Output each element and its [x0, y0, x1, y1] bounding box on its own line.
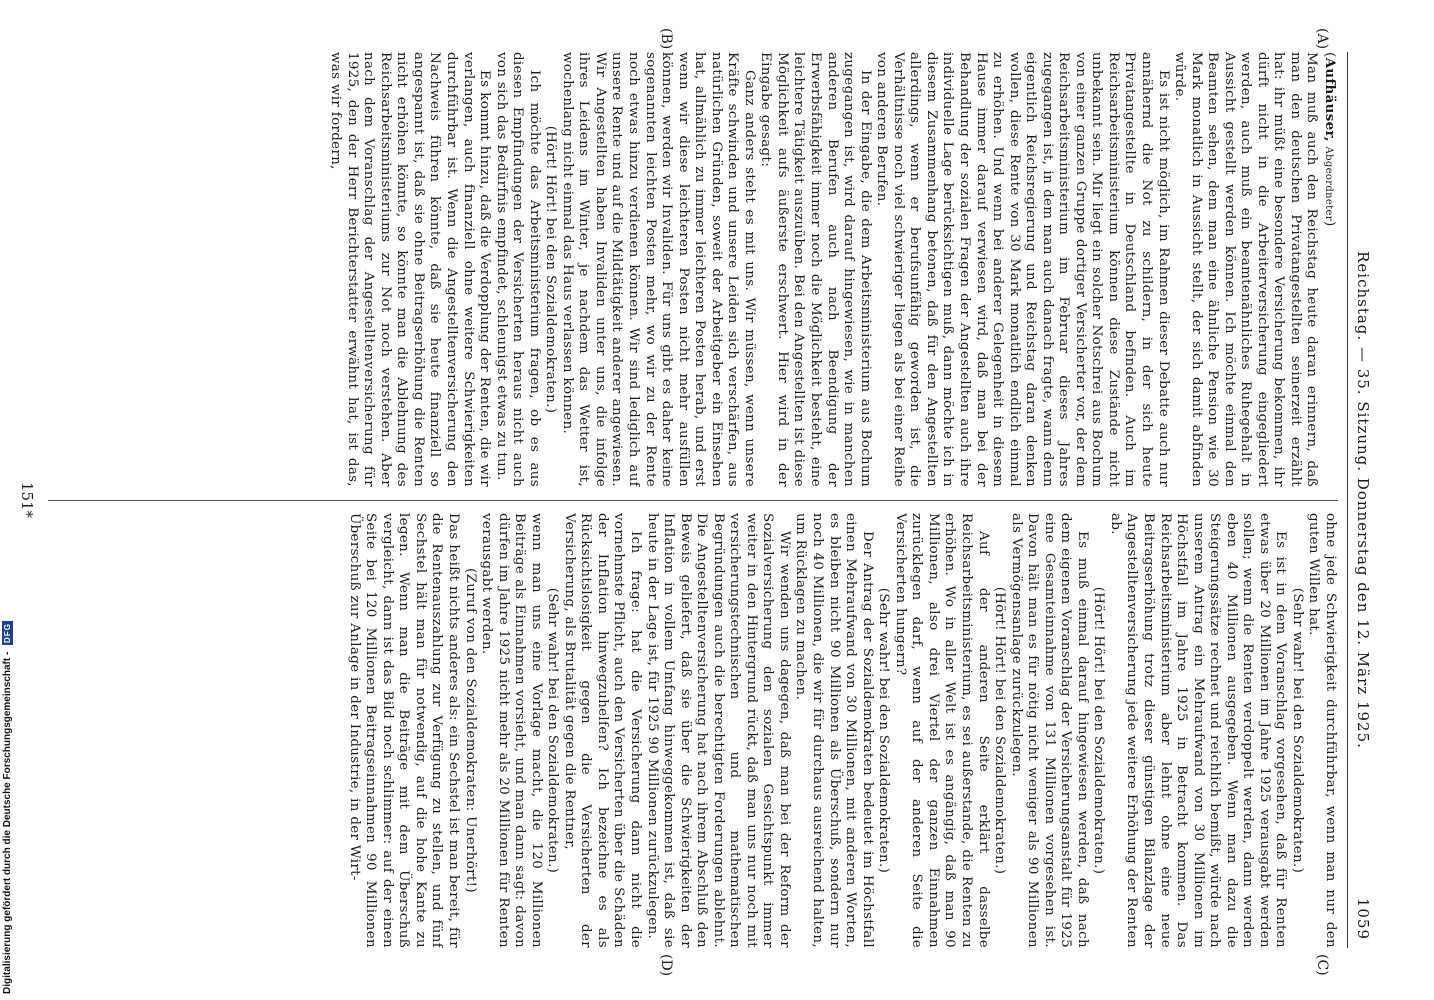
paragraph: Ich möchte das Arbeitsministerium fragen, ob es aus diesen Empfindungen der Versicherten heraus nicht auch von sich das Bedürfnis empfindet, schleunigst etwas zu tun. [493, 52, 542, 487]
interjection: (Hört! Hört! bei den Sozialdemokraten.) [1091, 586, 1107, 875]
paragraph: Auf der anderen Seite erklärt dasselbe Reichsarbeitsministerium, es sei außerstande, die Renten zu erhöhen. Wo in aller Welt ist es angängig, daß man 90 Millionen, also drei Viertel der ganzen Einnahmen zurücklegen darf, wenn auf der anderen Seite die Versicherten hungern? [892, 513, 991, 948]
paragraph: Das heißt nichts anderes als: ein Sechstel ist man bereit, für die Rentenauszahlung zur Verfügung zu stellen, und fünf Sechstel hält man für notwendig, auf die hohe Kante zu legen. Wenn man die Beiträge mit dem Überschuß vergleicht, dann ist das Bild noch schlimmer: auf der einen Seite bei 120 Millionen Beitragseinnahmen 90 Millionen Überschuß zur Anlage in der Industrie, in der Wirt- [346, 513, 462, 948]
interjection: (Zuruf von den Sozialdemokraten: Unerhört!) [462, 568, 478, 893]
right-column [48, 513, 1338, 948]
speaker-line: (Aufhäuser, Abgeordneter) [1322, 52, 1338, 227]
column-divider [48, 500, 1338, 501]
paragraph: ohne jede Schwierigkeit durchführbar, wenn man nur den guten Willen hat. [1306, 513, 1338, 948]
left-column [48, 52, 1338, 487]
page-header [1350, 52, 1374, 948]
paragraph: wenn man uns eine Vorlage macht, die 120 Millionen Beiträge als Einnahmen vorsieht, und man dann sagt: davon dürfen im Jahre 1925 nicht mehr als 20 Millionen für Renten verausgabt werden. [479, 513, 544, 948]
paragraph: Es ist in dem Voranschlag vorgesehen, daß für Renten etwas über 20 Millionen im Jahre 1925 verausgabt werden sollen; wenn die Renten verdoppelt werden, dann werden eben 40 Millionen ausgegeben. Wenn man dazu die Steigerungssätze rechnet und reichlich bemißt, würde nach unserem Antrag ein Mehraufwand von 30 Millionen im Höchstfall im Jahre 1925 in Betracht kommen. Das Reichsarbeitsministerium aber lehnt ohne eine neue Beitragserhöhung trotz dieser günstigen Bilanzlage der Angestelltenversicherung jede weitere Erhöhung der Renten ab. [1107, 513, 1289, 948]
interjection: (Sehr wahr! bei den Sozialdemokraten.) [545, 587, 561, 874]
paragraph: In der Eingabe, die dem Arbeitsministerium aus Bochum zugegangen ist, wird darauf hingewiesen, wie in manchen anderen Berufen auch nach Beendigung der Erwerbsfähigkeit immer noch die Möglichkeit besteht, eine leichtere Tätigkeit auszuüben. Bei den Angestellten ist diese Möglichkeit aufs äußerste erschwert. Hier wird in der Eingabe gesagt: [758, 52, 873, 487]
paragraph: Es ist nicht möglich, im Rahmen dieser Debatte auch nur annähernd die Not zu schildern, in der sich heute Privatangestellte in Deutschland befinden. Auch im Reichsarbeitsministerium können diese Zustände nicht unbekannt sein. Mir liegt ein solcher Notschrei aus Bochum von einer ganzen Gruppe dortiger Versicherter vor, der dem Reichsarbeitsministerium im Februar dieses Jahres zugegangen ist, in dem man auch danach fragte, wann denn eigentlich Reichsregierung und Reichstag daran denken wollen, diese Rente von 30 Mark monatlich endlich einmal zu erhöhen. Und wenn bei anderer Gelegenheit in diesem Hause immer darauf verwiesen wird, daß man bei der Behandlung der sozialen Fragen der Angestellten auch ihre individuelle Lage berücksichtigen muß, dann möchte ich in diesem Zusammenhang betonen, daß für den Angestellten allerdings, wenn er berufsunfähig geworden ist, die Verhältnisse noch viel schwieriger liegen als bei einer Reihe von anderen Berufen. [874, 52, 1171, 487]
speaker-role: Abgeordneter [1323, 146, 1334, 221]
margin-marker-a: (A) [1314, 28, 1330, 50]
interjection: (Hört! Hört! bei den Sozialdemokraten.) [543, 125, 559, 414]
paragraph: Ich frage: hat die Versicherung dann nicht die vornehmste Pflicht, auch den Versicherten über die Schäden der Inflation hinwegzuhelfen? Ich bezeichne es als Rücksichtslosigkeit gegen die Versicherten der Versicherung, als Brutalität gegen die Rentner, [561, 513, 644, 948]
signature-mark: 151* [18, 481, 36, 519]
margin-marker-d: (D) [658, 954, 674, 977]
interjection: (Sehr wahr! bei den Sozialdemokraten.) [876, 587, 892, 874]
paragraph: Der Antrag der Sozialdemokraten bedeutet im Höchstfall einen Mehraufwand von 30 Millionen, mit anderen Worten, es bleiben nicht 90 Millionen als Überschuß, sondern nur noch 40 Millionen, die wir für durchaus ausreichend halten, um Rücklagen zu machen. [793, 513, 875, 948]
interjection: (Hört! Hört! bei den Sozialdemokraten.) [992, 586, 1008, 875]
paragraph: Man muß auch den Reichstag heute daran erinnern, daß man den deutschen Privatangestellten seinerzeit erzählt hat: ihr müßt eine besondere Versicherung bekommen, ihr dürft nicht in die Arbeiterversicherung eingegliedert werden, auch muß ein beamtenähnliches Ruhegehalt in Aussicht gestellt werden können. Ich möchte einmal den Beamten sehen, dem man eine ähnliche Pension wie 30 Mark monatlich in Aussicht stellt, der sich damit abfinden würde. [1172, 52, 1320, 487]
paragraph: Wir wenden uns dagegen, daß man bei der Reform der Sozialversicherung den sozialen Gesichtspunkt immer weiter in den Hintergrund rückt, daß man uns nur noch mit versicherungstechnischen und mathematischen Begründungen auch die berechtigten Forderungen ablehnt. Die Angestelltenversicherung hat nach ihrem Abschluß den Beweis geliefert, daß sie über die Schwierigkeiten der Inflation in vollem Umfang hinweggekommen ist, daß sie heute in der Lage ist, für 1925 90 Millionen zurückzulegen. [644, 513, 792, 948]
quotation-paragraph: Ganz anders steht es mit uns. Wir müssen, wenn unsere Kräfte schwinden und unsere Leiden sich verschärfen, aus natürlichen Gründen, soweit der Arbeitgeber ein Einsehen hat, allmählich zu immer leichteren Posten herab, und erst wenn wir diese leichteren Posten nicht mehr ausfüllen können, werden wir Invaliden. Für uns gibt es daher keine sogenannten leichten Posten mehr, wo wir zu der Rente noch etwas hinzu verdienen können. Wir sind lediglich auf unsere Rente und auf die Mildtätigkeit anderer angewiesen. Wir Angestellten haben Invaliden unter uns, die infolge ihres Leidens im Winter, je nachdem das Wetter ist, wochenlang nicht einmal das Haus verlassen können. [559, 52, 757, 487]
header-rule [1347, 52, 1348, 948]
print-area [18, 28, 1374, 977]
digitization-note-text: Digitalisierung gefördert durch die Deutsche Forschungsgemeinschaft - [2, 651, 13, 994]
paragraph: Es muß einmal darauf hingewiesen werden, daß nach dem eigenen Voranschlag der Versicherungsanstalt für 1925 eine Gesamteinnahme von 131 Millionen vorgesehen ist. Davon hält man es für nötig nicht weniger als 90 Millionen als Vermögensanlage zurückzulegen. [1008, 513, 1090, 948]
margin-marker-b: (B) [658, 28, 674, 50]
header-page-number: 1059 [1354, 897, 1372, 940]
digitization-note [2, 621, 13, 994]
margin-marker-c: (C) [1314, 954, 1330, 976]
interjection: (Sehr wahr! bei den Sozialdemokraten.) [1289, 587, 1305, 874]
paragraph: Es kommt hinzu, daß die Verdopplung der Renten, die wir verlangen, auch finanziell ohne weitere Schwierigkeiten durchführbar ist. Wenn die Angestelltenversicherung den Nachweis führen könnte, daß sie heute finanziell so angespannt ist, daß sie ohne Beitragserhöhung die Renten nicht erhöhen könnte, so könnte man die Ablehnung des Reichsarbeitsministeriums zur Not noch verstehen. Aber nach dem Voranschlag der Angestelltenversicherung für 1925, den der Herr Berichterstatter erwähnt hat, ist das, was wir fordern, [328, 52, 493, 487]
dfg-logo: DFG [3, 623, 12, 643]
speaker-name: Aufhäuser, [1322, 57, 1338, 142]
header-title: Reichstag. — 35. Sitzung. Donnerstag den 12. März 1925. [1354, 251, 1372, 749]
